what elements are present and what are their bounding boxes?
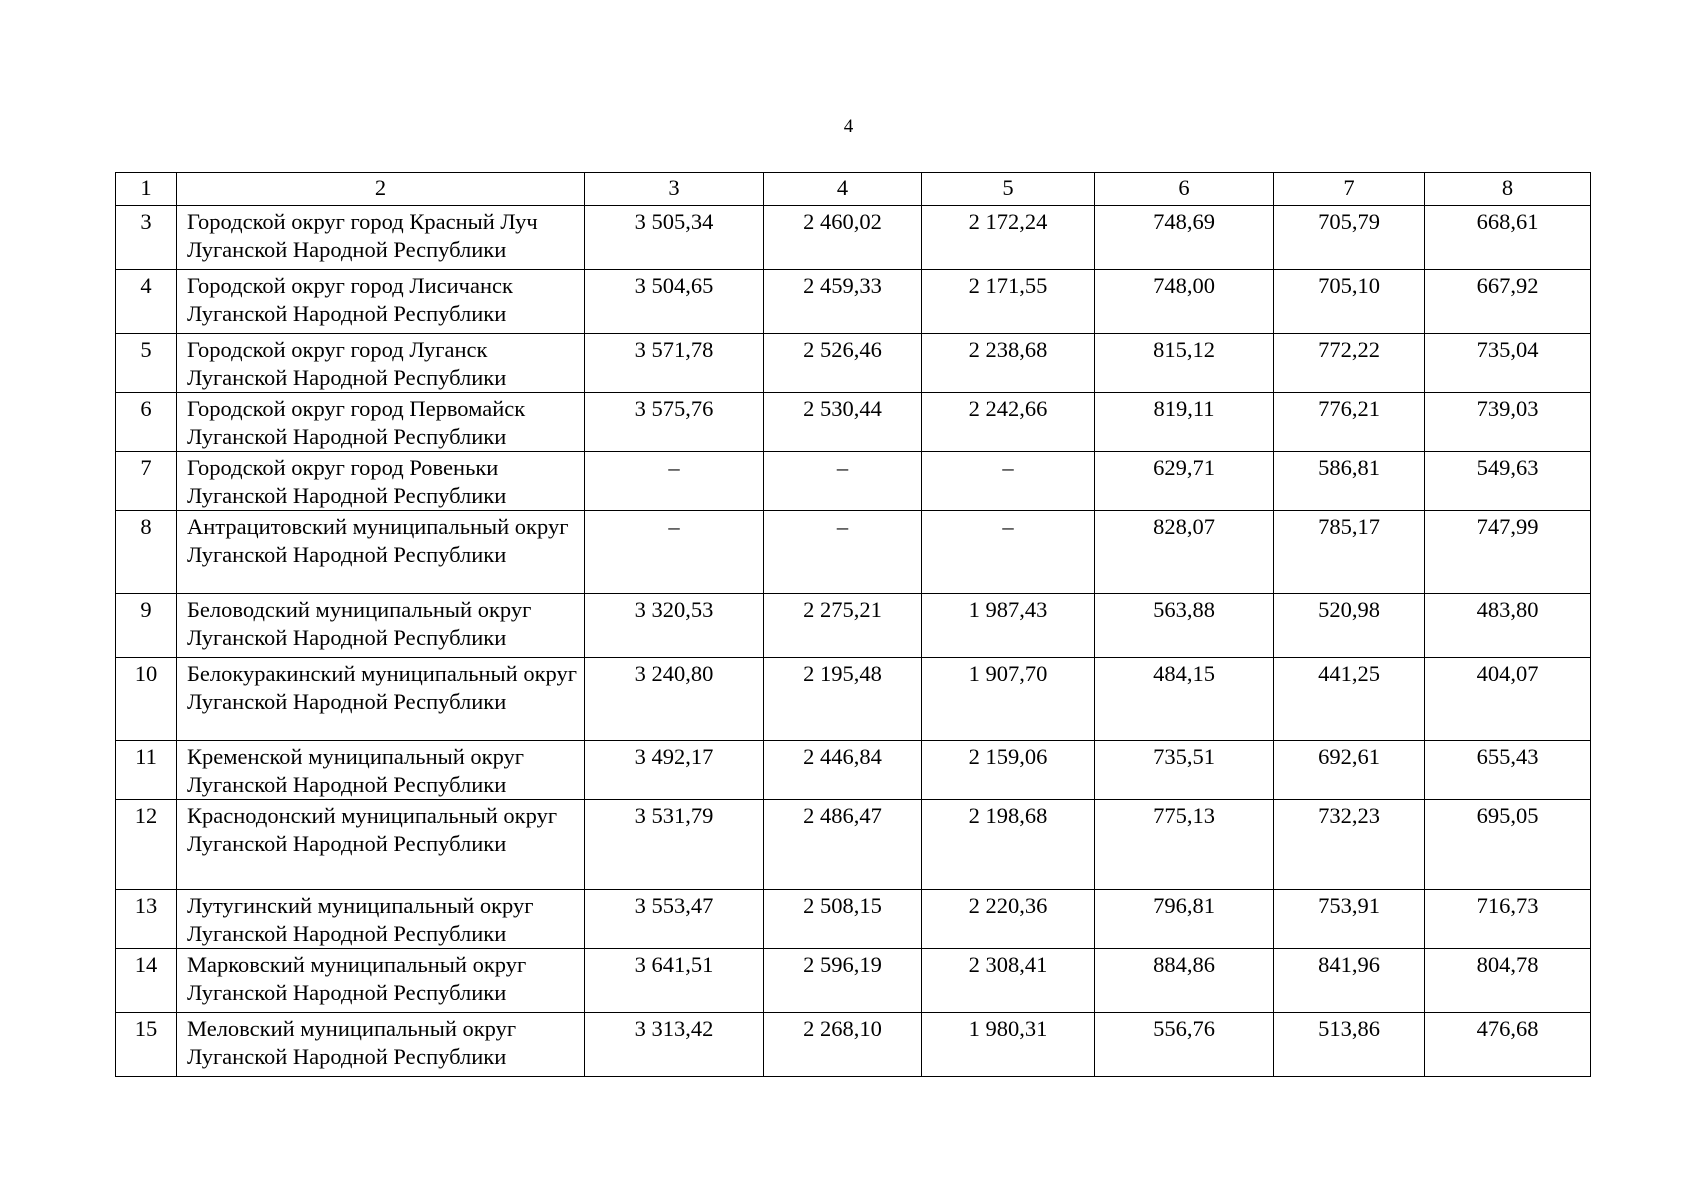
value-cell: 3 641,51 <box>585 949 764 1013</box>
table-row <box>116 1013 1591 1077</box>
row-number: 3 <box>116 206 177 270</box>
table-row <box>116 206 1591 270</box>
value-cell: 705,10 <box>1274 270 1425 334</box>
table-row <box>116 334 1591 393</box>
value-cell: 753,91 <box>1274 890 1425 949</box>
value-cell: 2 172,24 <box>922 206 1095 270</box>
value-cell: 3 492,17 <box>585 741 764 800</box>
value-cell: 404,07 <box>1425 658 1591 741</box>
district-name: Городской округ город Первомайск Луганской Народной Республики <box>177 393 585 452</box>
value-cell: 735,51 <box>1095 741 1274 800</box>
value-cell: 748,69 <box>1095 206 1274 270</box>
value-cell: 705,79 <box>1274 206 1425 270</box>
value-cell: 483,80 <box>1425 594 1591 658</box>
district-name: Городской округ город Лисичанск Луганской Народной Республики <box>177 270 585 334</box>
value-cell: 748,00 <box>1095 270 1274 334</box>
column-header: 3 <box>585 173 764 206</box>
value-cell: 692,61 <box>1274 741 1425 800</box>
row-number: 7 <box>116 452 177 511</box>
value-cell: 3 553,47 <box>585 890 764 949</box>
value-cell: 2 159,06 <box>922 741 1095 800</box>
column-header: 6 <box>1095 173 1274 206</box>
value-cell: 1 987,43 <box>922 594 1095 658</box>
value-cell: 2 526,46 <box>764 334 922 393</box>
value-cell: 3 504,65 <box>585 270 764 334</box>
row-number: 14 <box>116 949 177 1013</box>
district-name: Марковский муниципальный округ Луганской Народной Республики <box>177 949 585 1013</box>
value-cell: – <box>922 511 1095 594</box>
value-cell: 2 195,48 <box>764 658 922 741</box>
table-row <box>116 949 1591 1013</box>
value-cell: 739,03 <box>1425 393 1591 452</box>
value-cell: – <box>585 452 764 511</box>
value-cell: 841,96 <box>1274 949 1425 1013</box>
page-number: 4 <box>843 116 854 137</box>
table-row <box>116 594 1591 658</box>
value-cell: 549,63 <box>1425 452 1591 511</box>
table-row <box>116 658 1591 741</box>
value-cell: 815,12 <box>1095 334 1274 393</box>
value-cell: 2 596,19 <box>764 949 922 1013</box>
value-cell: 520,98 <box>1274 594 1425 658</box>
row-number: 11 <box>116 741 177 800</box>
table-row <box>116 800 1591 890</box>
value-cell: 2 220,36 <box>922 890 1095 949</box>
value-cell: 2 275,21 <box>764 594 922 658</box>
district-name: Краснодонский муниципальный округ Луганской Народной Республики <box>177 800 585 890</box>
value-cell: 3 505,34 <box>585 206 764 270</box>
data-table <box>115 172 1591 1077</box>
value-cell: 2 268,10 <box>764 1013 922 1077</box>
district-name: Кременской муниципальный округ Луганской Народной Республики <box>177 741 585 800</box>
row-number: 6 <box>116 393 177 452</box>
value-cell: 1 980,31 <box>922 1013 1095 1077</box>
value-cell: 3 571,78 <box>585 334 764 393</box>
column-header: 7 <box>1274 173 1425 206</box>
row-number: 13 <box>116 890 177 949</box>
value-cell: – <box>922 452 1095 511</box>
table-row <box>116 393 1591 452</box>
value-cell: 655,43 <box>1425 741 1591 800</box>
value-cell: – <box>764 511 922 594</box>
value-cell: 3 313,42 <box>585 1013 764 1077</box>
value-cell: 2 446,84 <box>764 741 922 800</box>
value-cell: 2 242,66 <box>922 393 1095 452</box>
value-cell: 3 575,76 <box>585 393 764 452</box>
district-name: Городской округ город Луганск Луганской Народной Республики <box>177 334 585 393</box>
value-cell: 2 460,02 <box>764 206 922 270</box>
district-name: Меловский муниципальный округ Луганской Народной Республики <box>177 1013 585 1077</box>
value-cell: 2 198,68 <box>922 800 1095 890</box>
value-cell: 629,71 <box>1095 452 1274 511</box>
district-name: Антрацитовский муниципальный округ Луганской Народной Республики <box>177 511 585 594</box>
value-cell: 3 531,79 <box>585 800 764 890</box>
value-cell: 796,81 <box>1095 890 1274 949</box>
value-cell: 3 240,80 <box>585 658 764 741</box>
value-cell: 2 486,47 <box>764 800 922 890</box>
table-row <box>116 270 1591 334</box>
value-cell: 735,04 <box>1425 334 1591 393</box>
table-row <box>116 890 1591 949</box>
value-cell: 747,99 <box>1425 511 1591 594</box>
value-cell: 772,22 <box>1274 334 1425 393</box>
row-number: 8 <box>116 511 177 594</box>
value-cell: 884,86 <box>1095 949 1274 1013</box>
header-row <box>116 173 1591 206</box>
value-cell: 716,73 <box>1425 890 1591 949</box>
value-cell: 556,76 <box>1095 1013 1274 1077</box>
value-cell: 2 508,15 <box>764 890 922 949</box>
district-name: Беловодский муниципальный округ Луганской Народной Республики <box>177 594 585 658</box>
table-row <box>116 452 1591 511</box>
value-cell: 667,92 <box>1425 270 1591 334</box>
district-name: Городской округ город Красный Луч Луганской Народной Республики <box>177 206 585 270</box>
value-cell: 441,25 <box>1274 658 1425 741</box>
value-cell: 2 308,41 <box>922 949 1095 1013</box>
value-cell: 828,07 <box>1095 511 1274 594</box>
value-cell: 819,11 <box>1095 393 1274 452</box>
value-cell: 804,78 <box>1425 949 1591 1013</box>
value-cell: 776,21 <box>1274 393 1425 452</box>
value-cell: 775,13 <box>1095 800 1274 890</box>
table-row <box>116 511 1591 594</box>
row-number: 9 <box>116 594 177 658</box>
value-cell: 2 238,68 <box>922 334 1095 393</box>
row-number: 10 <box>116 658 177 741</box>
table-row <box>116 741 1591 800</box>
value-cell: 484,15 <box>1095 658 1274 741</box>
row-number: 12 <box>116 800 177 890</box>
value-cell: 2 459,33 <box>764 270 922 334</box>
value-cell: 513,86 <box>1274 1013 1425 1077</box>
value-cell: 1 907,70 <box>922 658 1095 741</box>
value-cell: – <box>764 452 922 511</box>
value-cell: 668,61 <box>1425 206 1591 270</box>
column-header: 1 <box>116 173 177 206</box>
column-header: 8 <box>1425 173 1591 206</box>
column-header: 2 <box>177 173 585 206</box>
district-name: Белокуракинский муниципальный округ Луганской Народной Республики <box>177 658 585 741</box>
value-cell: 586,81 <box>1274 452 1425 511</box>
row-number: 5 <box>116 334 177 393</box>
value-cell: 476,68 <box>1425 1013 1591 1077</box>
value-cell: 695,05 <box>1425 800 1591 890</box>
column-header: 5 <box>922 173 1095 206</box>
value-cell: 563,88 <box>1095 594 1274 658</box>
column-header: 4 <box>764 173 922 206</box>
district-name: Городской округ город Ровеньки Луганской Народной Республики <box>177 452 585 511</box>
value-cell: 785,17 <box>1274 511 1425 594</box>
district-name: Лутугинский муниципальный округ Луганской Народной Республики <box>177 890 585 949</box>
row-number: 15 <box>116 1013 177 1077</box>
value-cell: – <box>585 511 764 594</box>
value-cell: 732,23 <box>1274 800 1425 890</box>
value-cell: 2 171,55 <box>922 270 1095 334</box>
value-cell: 3 320,53 <box>585 594 764 658</box>
row-number: 4 <box>116 270 177 334</box>
value-cell: 2 530,44 <box>764 393 922 452</box>
